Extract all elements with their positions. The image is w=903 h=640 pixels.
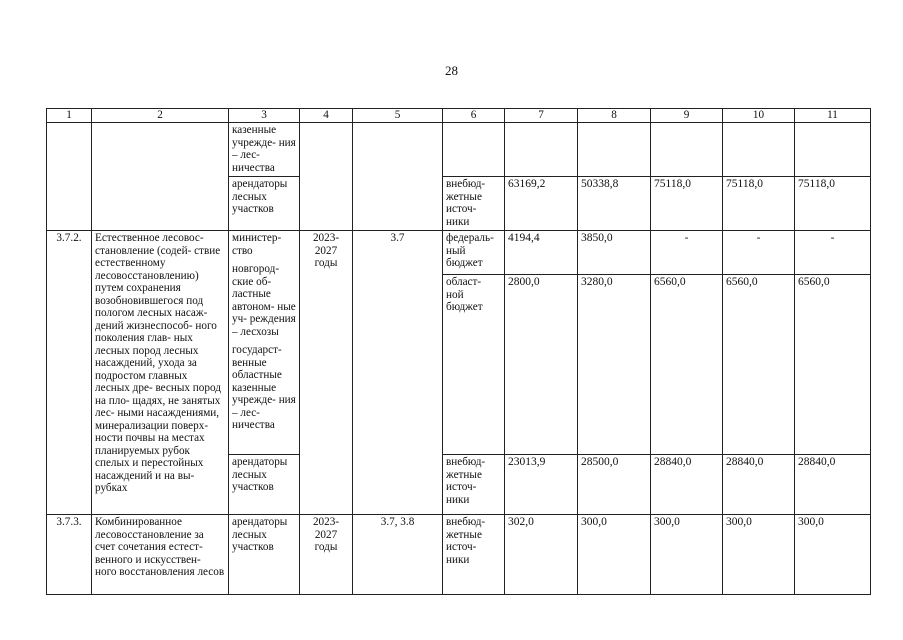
- cell-empty: [723, 123, 795, 177]
- executor-cell: арендаторы лесных участков: [229, 515, 300, 595]
- value-cell: 63169,2: [505, 177, 578, 231]
- cell-empty: [795, 123, 871, 177]
- executor-cell: [229, 231, 300, 455]
- value-cell: 2800,0: [505, 275, 578, 455]
- header-cell: 5: [353, 109, 443, 123]
- table-row: [47, 515, 871, 595]
- value-cell: 28500,0: [578, 455, 651, 515]
- reference-cell: 3.7: [353, 231, 443, 515]
- header-cell: 10: [723, 109, 795, 123]
- value-cell: 6560,0: [723, 275, 795, 455]
- item-number: 3.7.3.: [47, 515, 92, 595]
- value-cell: -: [651, 231, 723, 275]
- value-cell: 4194,4: [505, 231, 578, 275]
- header-cell: 9: [651, 109, 723, 123]
- executor-cell: арендаторы лесных участков: [229, 177, 300, 231]
- item-number: 3.7.2.: [47, 231, 92, 515]
- cell-empty: [651, 123, 723, 177]
- reference-cell: 3.7, 3.8: [353, 515, 443, 595]
- value-cell: 28840,0: [795, 455, 871, 515]
- value-cell: 75118,0: [651, 177, 723, 231]
- executor-ministry: министер- ство: [232, 232, 282, 257]
- header-cell: 1: [47, 109, 92, 123]
- cell-empty: [578, 123, 651, 177]
- header-cell: 11: [795, 109, 871, 123]
- source-cell: внебюд- жетные источ- ники: [443, 455, 505, 515]
- header-cell: 6: [443, 109, 505, 123]
- budget-table: [46, 108, 871, 595]
- period-cell: 2023- 2027 годы: [300, 515, 353, 595]
- value-cell: -: [723, 231, 795, 275]
- executor-cell: арендаторы лесных участков: [229, 455, 300, 515]
- value-cell: 28840,0: [651, 455, 723, 515]
- value-cell: 75118,0: [795, 177, 871, 231]
- value-cell: 23013,9: [505, 455, 578, 515]
- value-cell: 300,0: [723, 515, 795, 595]
- header-cell: 2: [92, 109, 229, 123]
- value-cell: 28840,0: [723, 455, 795, 515]
- value-cell: 6560,0: [795, 275, 871, 455]
- header-cell: 8: [578, 109, 651, 123]
- item-description: Естественное лесовос- становление (содей- ствие естественному лесовосстановлению) путем сохранения возобновившегося под пологом лесных насаж- дений жизнеспособ- ного поколения глав- ных лесных пород лесных насаждений, ухода за подростом главных лесных дре- весных пород на пло- щадях, не занятых лес- ными насаждениями, минерализации поверх- ности почвы на местах планируемых рубок спелых и перестойных насаждений и на вы- рубках: [92, 231, 229, 515]
- source-cell: област- ной бюджет: [443, 275, 505, 455]
- value-cell: 302,0: [505, 515, 578, 595]
- value-cell: 6560,0: [651, 275, 723, 455]
- value-cell: 300,0: [578, 515, 651, 595]
- value-cell: 3280,0: [578, 275, 651, 455]
- table-row: [47, 231, 871, 275]
- value-cell: -: [795, 231, 871, 275]
- cell-empty: [443, 123, 505, 177]
- value-cell: 50338,8: [578, 177, 651, 231]
- value-cell: 75118,0: [723, 177, 795, 231]
- table-row: [47, 123, 871, 177]
- header-cell: 4: [300, 109, 353, 123]
- cell-empty: [300, 123, 353, 231]
- executor-cell: казенные учрежде- ния – лес- ничества: [229, 123, 300, 177]
- source-cell: внебюд- жетные источ- ники: [443, 515, 505, 595]
- value-cell: 300,0: [795, 515, 871, 595]
- item-description: Комбинированное лесовосстановление за счет сочетания естест- венного и искусствен- ного восстановления лесов: [92, 515, 229, 595]
- cell-empty: [47, 123, 92, 231]
- executor-lesnichestva: государст- венные областные казенные учрежде- ния – лес- ничества: [232, 344, 296, 431]
- executor-leskhozy: новгород- ские об- ластные автоном- ные уч- реждения – лесхозы: [232, 263, 296, 338]
- header-row: [47, 109, 871, 123]
- cell-empty: [505, 123, 578, 177]
- source-cell: федераль- ный бюджет: [443, 231, 505, 275]
- page-number: 28: [445, 63, 458, 78]
- value-cell: 3850,0: [578, 231, 651, 275]
- cell-empty: [353, 123, 443, 231]
- source-cell: внебюд- жетные источ- ники: [443, 177, 505, 231]
- header-cell: 3: [229, 109, 300, 123]
- header-cell: 7: [505, 109, 578, 123]
- period-cell: 2023- 2027 годы: [300, 231, 353, 515]
- value-cell: 300,0: [651, 515, 723, 595]
- cell-empty: [92, 123, 229, 231]
